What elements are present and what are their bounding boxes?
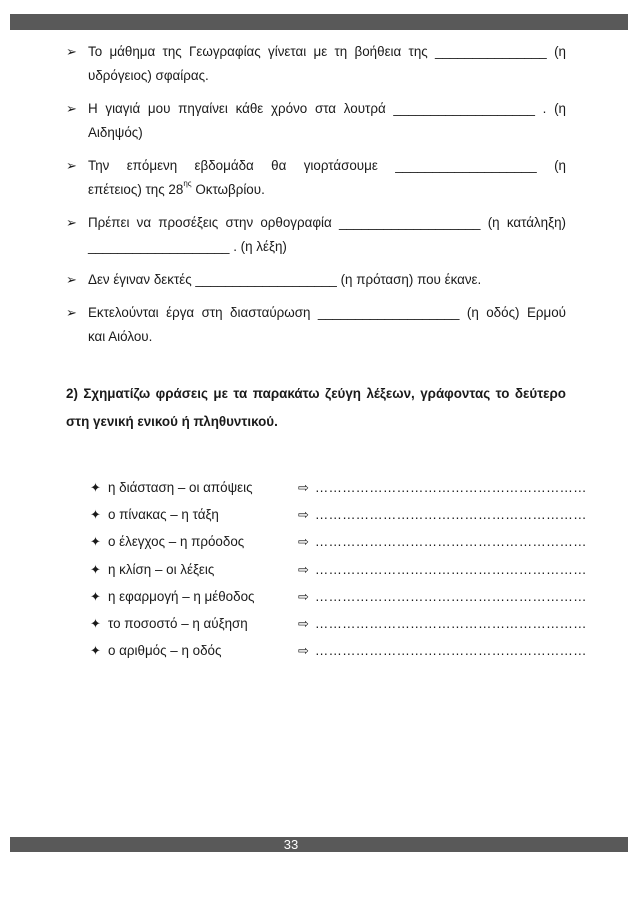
hint-text: . (η bbox=[542, 101, 566, 116]
word-pair-text: ο αριθμός – η οδός bbox=[108, 643, 222, 659]
list-item-line: ___________________ . (η λέξη) bbox=[88, 239, 287, 254]
sentence-text: Το μάθημα της Γεωγραφίας γίνεται με τη βοήθεια της bbox=[88, 44, 436, 59]
star-bullet-icon: ✦ bbox=[90, 507, 101, 523]
answer-blank[interactable]: _______________ bbox=[435, 44, 547, 59]
arrow-right-icon: ⇨ bbox=[298, 507, 309, 523]
list-item-line bbox=[88, 301, 566, 325]
header-bar bbox=[10, 14, 628, 30]
sentence-text: Η γιαγιά μου πηγαίνει κάθε χρόνο στα λουτρά bbox=[88, 101, 394, 116]
page-number: 33 bbox=[283, 837, 299, 852]
list-item-line bbox=[88, 211, 566, 235]
star-bullet-icon: ✦ bbox=[90, 588, 101, 604]
word-pair-text: το ποσοστό – η αύξηση bbox=[108, 615, 248, 631]
word-pair-text: η κλίση – οι λέξεις bbox=[108, 561, 215, 577]
hint-text: (η οδός) Ερμού bbox=[466, 305, 566, 320]
star-bullet-icon: ✦ bbox=[90, 615, 101, 631]
arrow-bullet-icon: ➢ bbox=[66, 44, 77, 59]
list-item-line bbox=[88, 178, 566, 202]
arrow-right-icon: ⇨ bbox=[298, 534, 309, 550]
list-item bbox=[66, 97, 566, 145]
arrow-bullet-icon: ➢ bbox=[66, 305, 77, 320]
answer-line[interactable] bbox=[298, 641, 587, 661]
answer-blank[interactable]: ___________________ bbox=[393, 101, 535, 116]
word-pair-row bbox=[90, 587, 587, 614]
hint-text: (η κατάληξη) bbox=[487, 215, 566, 230]
sentence-text: Την επόμενη εβδομάδα θα γιορτάσουμε bbox=[88, 158, 396, 173]
star-bullet-icon: ✦ bbox=[90, 534, 101, 550]
star-bullet-icon: ✦ bbox=[90, 561, 101, 577]
answer-blank[interactable]: ___________________ bbox=[317, 305, 460, 320]
arrow-bullet-icon: ➢ bbox=[66, 101, 77, 116]
arrow-bullet-icon: ➢ bbox=[66, 272, 77, 287]
answer-line[interactable] bbox=[298, 478, 587, 498]
answer-dots: …………………………………………………… bbox=[314, 507, 587, 523]
hint-text: (η bbox=[554, 158, 566, 173]
word-pair-row bbox=[90, 560, 587, 587]
answer-dots: …………………………………………………… bbox=[314, 588, 587, 604]
answer-dots: …………………………………………………… bbox=[314, 480, 587, 495]
arrow-right-icon: ⇨ bbox=[298, 643, 309, 659]
section-heading bbox=[66, 380, 566, 436]
arrow-right-icon: ⇨ bbox=[298, 561, 309, 577]
sentence-text: Οκτωβρίου. bbox=[191, 182, 265, 197]
answer-line[interactable] bbox=[298, 505, 587, 525]
word-pair-text: ο έλεγχος – η πρόοδος bbox=[108, 534, 245, 550]
list-item bbox=[66, 268, 566, 292]
arrow-bullet-icon: ➢ bbox=[66, 215, 77, 230]
list-item-line: Δεν έγιναν δεκτές ___________________ (η πρόταση) που έκανε. bbox=[88, 272, 482, 287]
answer-dots: …………………………………………………… bbox=[314, 561, 587, 577]
answer-dots: …………………………………………………… bbox=[314, 615, 587, 631]
answer-blank[interactable]: ___________________ bbox=[338, 215, 481, 230]
list-item bbox=[66, 301, 566, 349]
answer-dots: …………………………………………………… bbox=[314, 534, 587, 550]
answer-line[interactable] bbox=[298, 532, 587, 552]
answer-dots: …………………………………………………… bbox=[314, 643, 587, 659]
sentence-text: Εκτελούνται έργα στη διασταύρωση bbox=[88, 305, 318, 320]
hint-text: (η bbox=[554, 44, 566, 59]
answer-line[interactable] bbox=[298, 560, 587, 580]
sentence-text: επέτειος) της 28 bbox=[88, 182, 184, 197]
answer-line[interactable] bbox=[298, 587, 587, 607]
word-pair-row bbox=[90, 614, 587, 641]
arrow-right-icon: ⇨ bbox=[298, 615, 309, 631]
list-item-line bbox=[88, 97, 566, 121]
star-bullet-icon: ✦ bbox=[90, 480, 101, 495]
word-pairs-list bbox=[90, 478, 587, 668]
sentence-text: Πρέπει να προσέξεις στην ορθογραφία bbox=[88, 215, 339, 230]
exercise-list bbox=[66, 40, 566, 358]
word-pair-row bbox=[90, 505, 587, 532]
section-heading-line: στη γενική ενικού ή πληθυντικού. bbox=[66, 414, 278, 429]
list-item bbox=[66, 40, 566, 88]
answer-line[interactable] bbox=[298, 614, 587, 634]
word-pair-row bbox=[90, 478, 587, 505]
list-item-line: Αιδηψός) bbox=[88, 125, 143, 140]
arrow-right-icon: ⇨ bbox=[298, 480, 309, 495]
list-item bbox=[66, 211, 566, 259]
list-item-line: υδρόγειος) σφαίρας. bbox=[88, 68, 209, 83]
word-pair-text: η διάσταση – οι απόψεις bbox=[108, 480, 253, 495]
answer-blank[interactable]: ___________________ bbox=[395, 158, 537, 173]
list-item-line: και Αιόλου. bbox=[88, 329, 153, 344]
list-item-line bbox=[88, 154, 566, 178]
arrow-bullet-icon: ➢ bbox=[66, 158, 77, 173]
section-heading-line: 2) Σχηματίζω φράσεις με τα παρακάτω ζεύγη λέξεων, γράφοντας το δεύτερο bbox=[66, 386, 566, 401]
word-pair-row bbox=[90, 532, 587, 559]
word-pair-text: ο πίνακας – η τάξη bbox=[108, 507, 219, 523]
star-bullet-icon: ✦ bbox=[90, 643, 101, 659]
list-item-line bbox=[88, 40, 566, 64]
word-pair-row bbox=[90, 641, 587, 668]
list-item bbox=[66, 154, 566, 202]
ordinal-suffix: ης bbox=[183, 179, 192, 188]
word-pair-text: η εφαρμογή – η μέθοδος bbox=[108, 588, 255, 604]
arrow-right-icon: ⇨ bbox=[298, 588, 309, 604]
